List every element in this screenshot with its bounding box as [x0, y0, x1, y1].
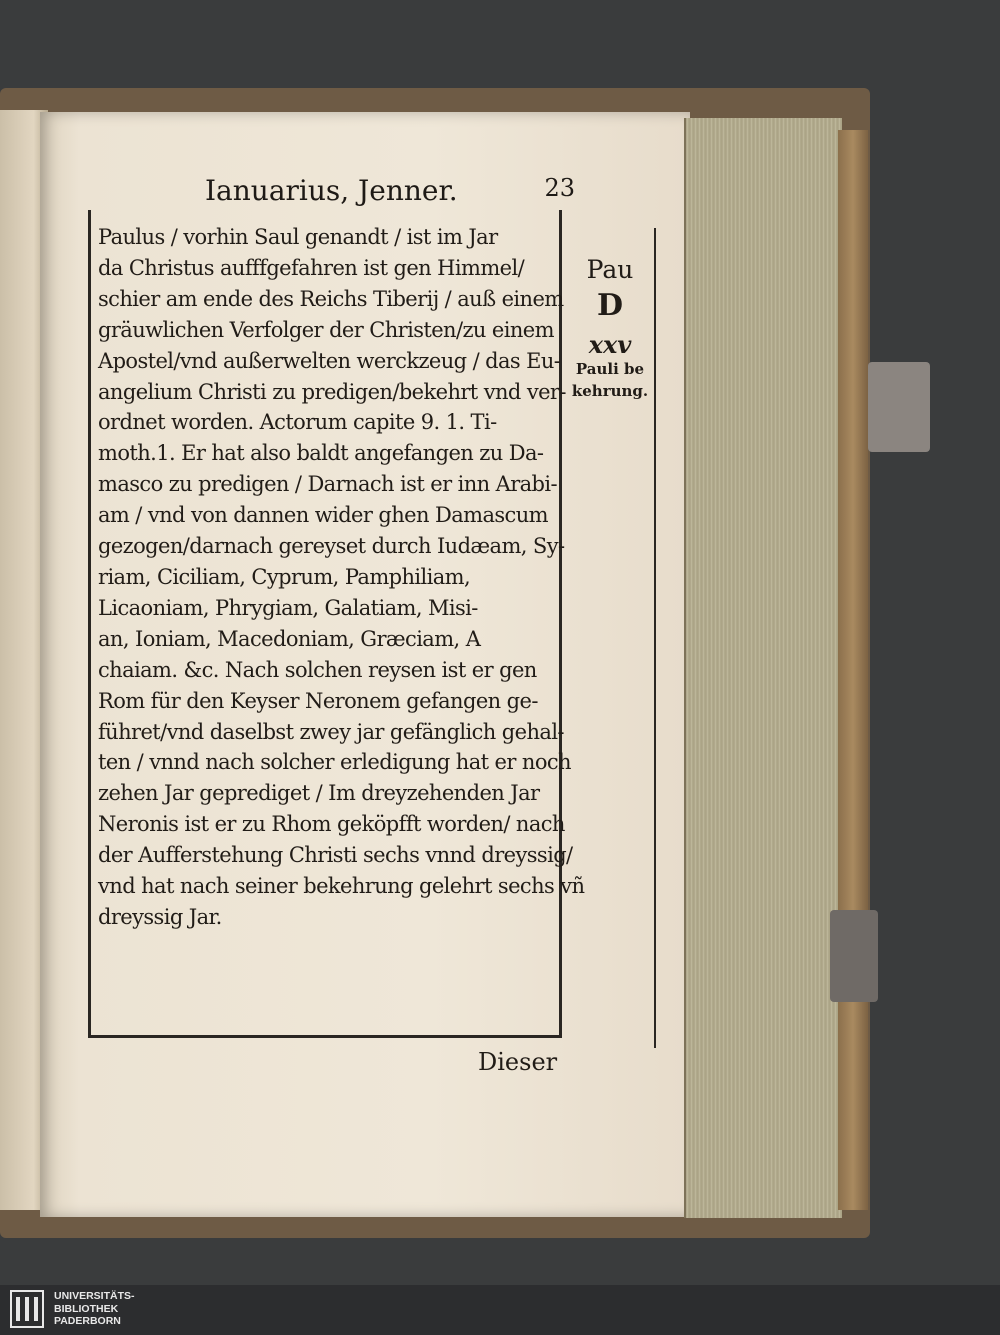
catchword: Dieser	[478, 1048, 558, 1076]
body-line: Licaoniam, Phrygiam, Galatiam, Misi-	[98, 595, 478, 620]
margin-name: Pau	[586, 255, 634, 284]
body-line: Neronis ist er zu Rhom geköpfft worden/ nach	[98, 812, 565, 837]
margin-date: xxv	[588, 330, 632, 359]
body-line: gezogen/darnach gereyset durch Iudæam, Sy-	[98, 534, 565, 559]
library-name-line: PADERBORN	[54, 1315, 121, 1327]
running-header	[205, 170, 575, 210]
body-line: der Aufferstehung Christi sechs vnnd dreyssig/	[98, 843, 573, 868]
body-line: Paulus / vorhin Saul genandt / ist im Jar	[98, 225, 498, 249]
body-line: Apostel/vnd außerwelten werckzeug / das Eu-	[98, 348, 561, 373]
library-name	[54, 1290, 135, 1328]
library-logo-icon	[10, 1290, 44, 1328]
body-line: schier am ende des Reichs Tiberij / auß einem	[98, 286, 564, 311]
margin-note: Pauli be	[575, 360, 645, 378]
body-line: vnd hat nach seiner bekehrung gelehrt sechs vñ	[98, 874, 585, 899]
margin-letter: D	[596, 288, 623, 323]
margin-note: kehrung.	[571, 382, 649, 400]
body-line: ordnet worden. Actorum capite 9. 1. Ti-	[98, 410, 497, 435]
book-spine	[838, 130, 868, 1210]
body-line: führet/vnd daselbst zwey jar gefänglich gehal-	[98, 719, 564, 744]
body-line: chaiam. &c. Nach solchen reysen ist er gen	[98, 657, 537, 682]
body-line: angelium Christi zu predigen/bekehrt vnd ver-	[98, 379, 566, 404]
page-edges	[684, 118, 842, 1218]
body-line: masco zu predigen / Darnach ist er inn Arabi-	[98, 472, 558, 497]
body-line: am / vnd von dannen wider ghen Damascum	[98, 503, 548, 528]
body-line: gräuwlichen Verfolger der Christen/zu einem	[98, 317, 554, 342]
body-line: moth.1. Er hat also baldt angefangen zu Da-	[98, 441, 544, 466]
library-footer	[0, 1285, 1000, 1335]
body-line: riam, Ciciliam, Cyprum, Pamphiliam,	[98, 564, 471, 589]
body-line: da Christus aufffgefahren ist gen Himmel/	[98, 255, 525, 280]
library-name-line: UNIVERSITÄTS-	[54, 1290, 135, 1302]
header-title: Ianuarius, Jenner.	[205, 174, 458, 207]
body-line: zehen Jar geprediget / Im dreyzehenden Jar	[98, 781, 540, 806]
body-line: dreyssig Jar.	[98, 904, 222, 929]
body-line: an, Ioniam, Macedoniam, Græciam, A	[98, 626, 481, 651]
clasp-top	[868, 362, 930, 452]
page-number: 23	[544, 174, 575, 202]
body-text	[98, 222, 585, 933]
library-name-line: BIBLIOTHEK	[54, 1302, 119, 1315]
body-line: Rom für den Keyser Neronem gefangen ge-	[98, 688, 538, 713]
clasp-bottom	[830, 910, 878, 1002]
body-line: ten / vnnd nach solcher erledigung hat er noch	[98, 750, 571, 775]
